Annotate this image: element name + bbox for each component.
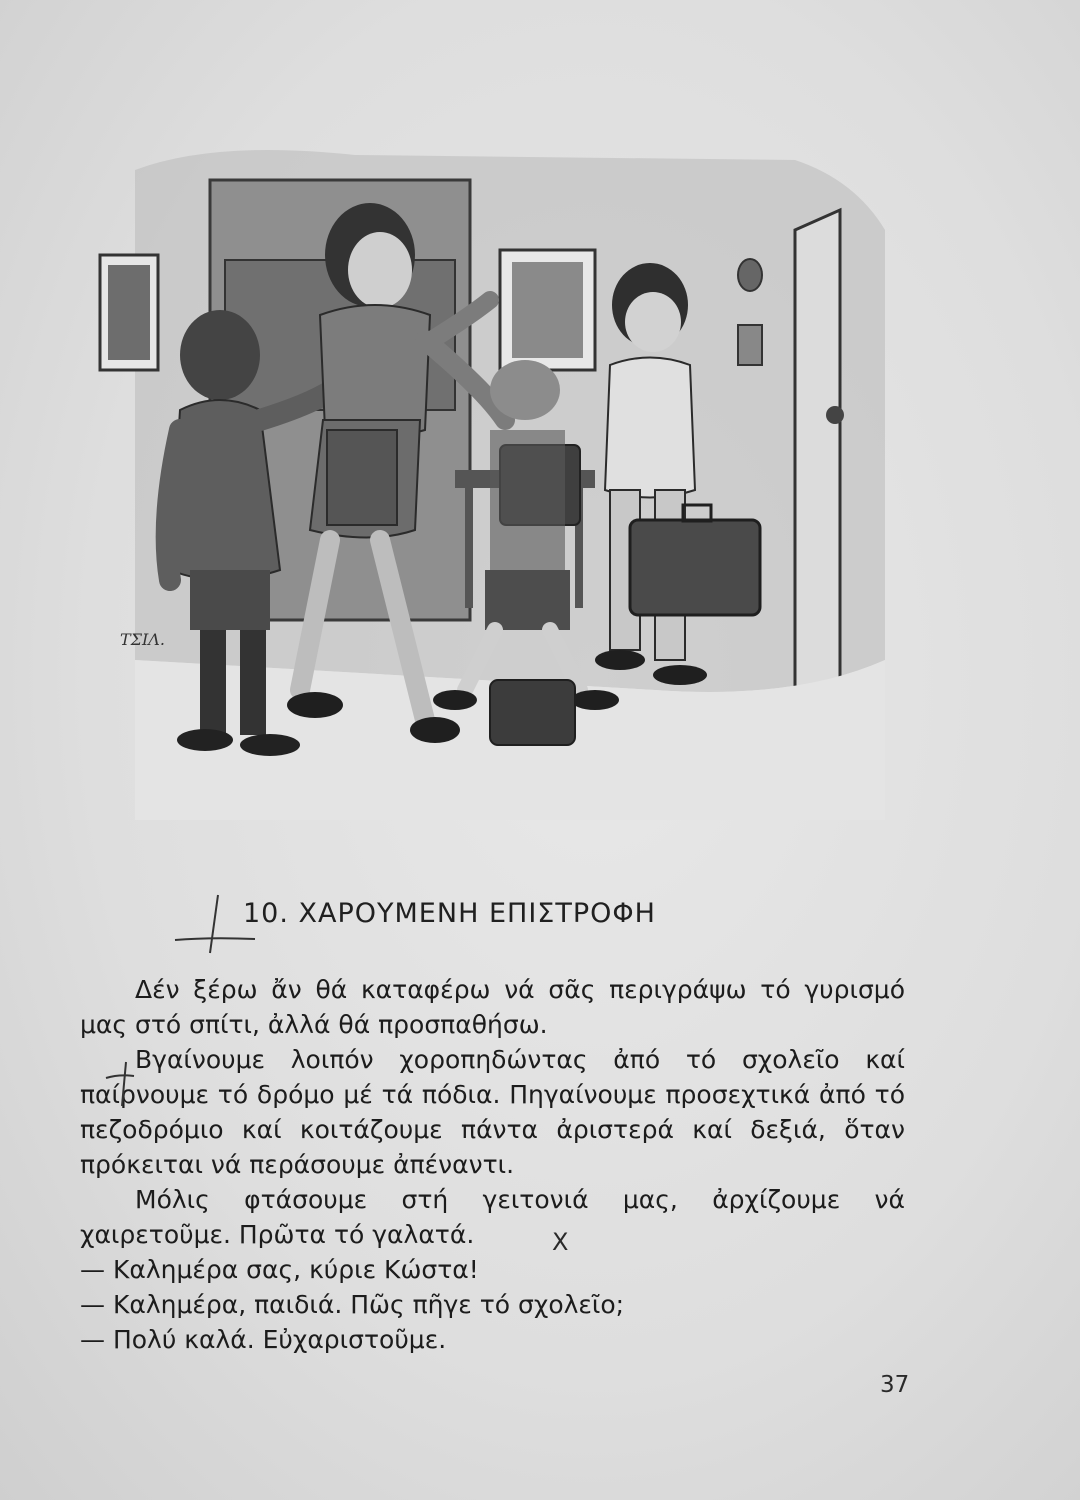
illustration-children-return-home	[95, 100, 895, 820]
page-number: 37	[880, 1372, 910, 1398]
paragraph: Μόλις φτάσουμε στή γειτονιά μας, ἀρχίζουμε νά χαιρετοῦμε. Πρῶτα τό γαλατά.	[80, 1185, 905, 1249]
pencil-margin-mark	[104, 1060, 144, 1110]
paragraph: Βγαίνουμε λοιπόν χοροπηδώντας ἀπό τό σχολεῖο καί παίρνουμε τό δρόμο μέ τά πόδια. Πηγαίνουμε προσεχτικά ἀπό τό πεζοδρόμιο καί κοιτάζουμε πάντα ἀριστερά καί δεξιά, ὅταν πρόκειται νά περάσουμε ἀπέναντι.	[80, 1045, 905, 1179]
illustration-signature: ΤΣΙΛ.	[120, 630, 165, 649]
dialogue-line: — Καλημέρα, παιδιά. Πῶς πῆγε τό σχολεῖο;	[80, 1290, 625, 1319]
dialogue-line: — Πολύ καλά. Εὐχαριστοῦμε.	[80, 1325, 447, 1354]
chapter-text	[80, 972, 905, 1357]
dialogue-line: — Καλημέρα σας, κύριε Κώστα!	[80, 1255, 479, 1284]
handwritten-x-mark: X	[552, 1228, 569, 1256]
paragraph: Δέν ξέρω ἄν θά καταφέρω νά σᾶς περιγράψω τό γυρισμό μας στό σπίτι, ἀλλά θά προσπαθήσω.	[80, 975, 905, 1039]
chapter-title: 10. ΧΑΡΟΥΜΕΝΗ ΕΠΙΣΤΡΟΦΗ	[243, 898, 656, 929]
